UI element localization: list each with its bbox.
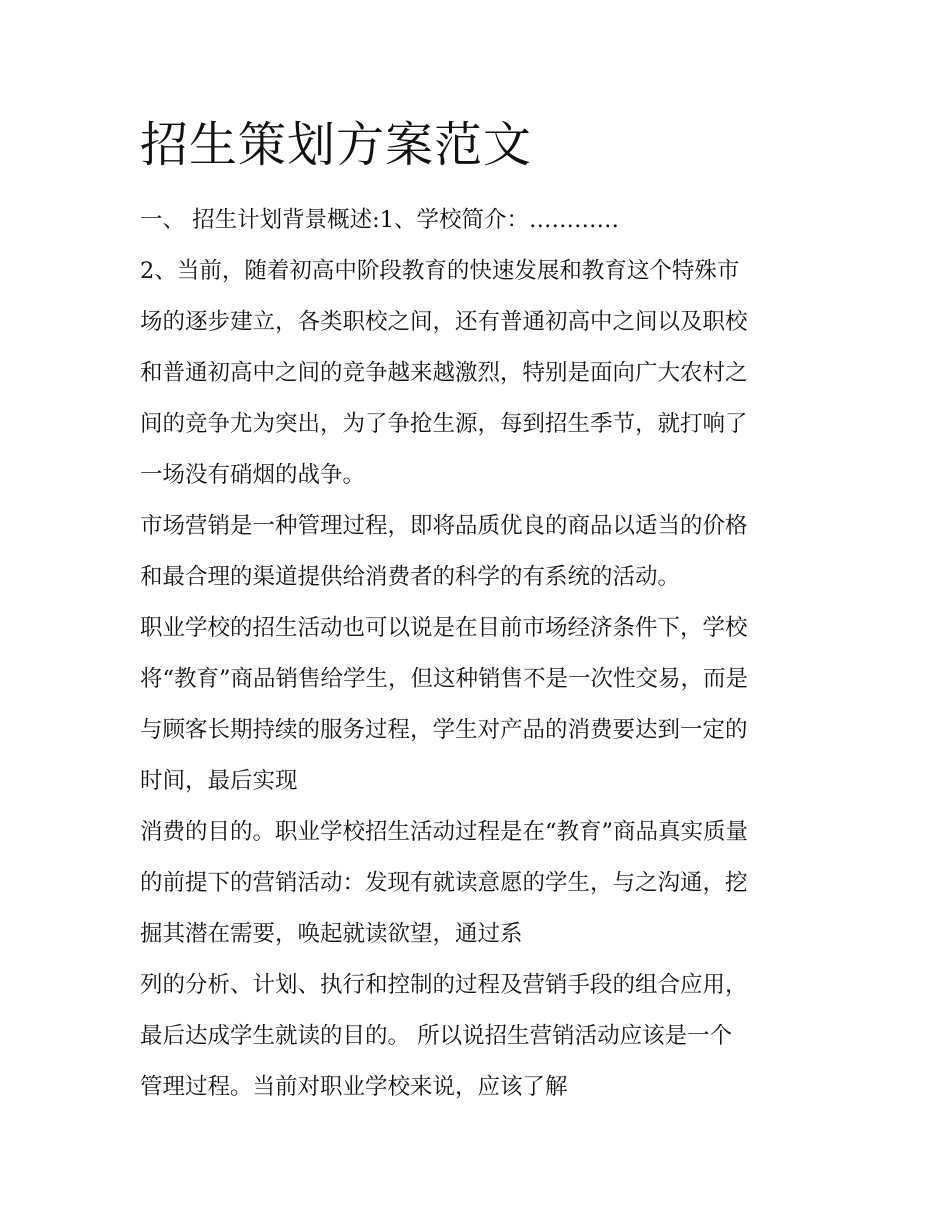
text-line: 职业学校的招生活动也可以说是在目前市场经济条件下，学校	[140, 615, 748, 641]
paragraph-overview	[140, 195, 820, 246]
text-line: 管理过程。当前对职业学校来说，应该了解	[140, 1074, 568, 1100]
text-line: 和最合理的渠道提供给消费者的科学的有系统的活动。	[140, 564, 681, 590]
text-line: 时间，最后实现	[140, 768, 298, 794]
text-line: 和普通初高中之间的竞争越来越激烈，特别是面向广大农村之	[140, 360, 748, 386]
document-title: 招生策划方案范文	[140, 117, 533, 173]
paragraph-management-process	[140, 960, 820, 1113]
text-line: 的前提下的营销活动：发现有就读意愿的学生，与之沟通，挖	[140, 870, 748, 896]
text-line: 列的分析、计划、执行和控制的过程及营销手段的组合应用，	[140, 972, 748, 998]
document-body	[140, 195, 820, 1113]
paragraph-consumption-purpose	[140, 807, 820, 960]
text-line: 最后达成学生就读的目的。 所以说招生营销活动应该是一个	[140, 1023, 733, 1049]
text-line: 场的逐步建立，各类职校之间，还有普通初高中之间以及职校	[140, 309, 748, 335]
paragraph-school-enrollment	[140, 603, 820, 807]
text-line: 间的竞争尤为突出，为了争抢生源，每到招生季节，就打响了	[140, 411, 748, 437]
text-line: 消费的目的。职业学校招生活动过程是在“教育”商品真实质量	[140, 819, 749, 845]
text-line: 一、 招生计划背景概述:1、学校简介：…………	[140, 207, 620, 233]
text-line: 市场营销是一种管理过程，即将品质优良的商品以适当的价格	[140, 513, 748, 539]
paragraph-marketing-definition	[140, 501, 820, 603]
paragraph-background	[140, 246, 820, 501]
text-line: 一场没有硝烟的战争。	[140, 462, 366, 488]
text-line: 掘其潜在需要，唤起就读欲望，通过系	[140, 921, 523, 947]
text-line: 将“教育”商品销售给学生，但这种销售不是一次性交易，而是	[140, 666, 749, 692]
text-line: 与顾客长期持续的服务过程，学生对产品的消费要达到一定的	[140, 717, 748, 743]
text-line: 2、当前，随着初高中阶段教育的快速发展和教育这个特殊市	[140, 258, 740, 284]
